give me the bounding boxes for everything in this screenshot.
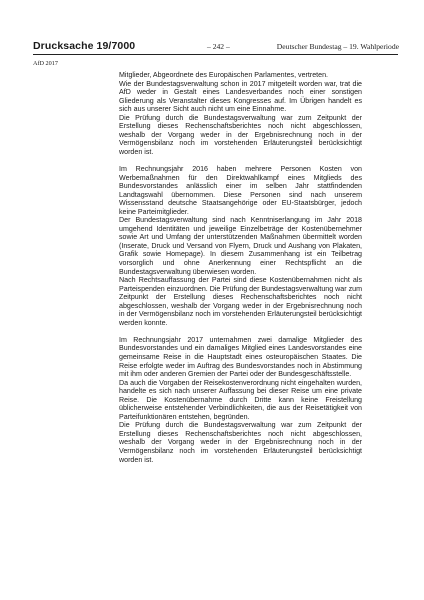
page-header xyxy=(33,40,399,54)
paragraph-gap xyxy=(119,156,362,165)
paragraph: Die Prüfung durch die Bundestagsverwaltung war zum Zeitpunkt der Erstellung dieses Rechenschaftsberichtes noch nicht abgeschlossen, weshalb der Vorgang weder in der Ergebnisrechnung noch in der Vermögensbilanz noch im vorstehenden Erläuterungsteil berücksichtigt worden ist. xyxy=(119,421,362,464)
paragraph: Wie der Bundestagsverwaltung schon in 2017 mitgeteilt worden war, trat die AfD weder in Gestalt eines Landesverbandes noch einer sonstigen Gliederung als Veranstalter dieses Kongresses auf. Im Übrigen handelt es sich aus unserer Sicht auch nicht um eine Einnahme. xyxy=(119,79,362,114)
paragraph-gap xyxy=(119,327,362,336)
paragraph: Nach Rechtsauffassung der Partei sind diese Kostenübernahmen nicht als Parteispenden einzuordnen. Die Prüfung der Bundestagsverwaltung war zum Zeitpunkt der Erstellung dieses Rechenschaftsberichtes noch nicht abgeschlossen, weshalb der Vorgang weder in der Ergebnisrechnung noch in der Vermögensbilanz noch im vorstehenden Erläuterungsteil berücksichtigt werden konnte. xyxy=(119,276,362,327)
margin-note: AfD 2017 xyxy=(33,60,58,67)
paragraph: Der Bundestagsverwaltung sind nach Kenntniserlangung im Jahr 2018 umgehend Identitäten und jeweilige Einzelbeträge der Kostenübernehmer sowie Art und Umfang der unterstützenden Maßnahmen übermittelt worden (Inserate, Druck und Versand von Flyern, Druck und Aushang von Plakaten, Grafik sowie Homepage). In diesem Zusammenhang ist ein Teilbetrag vorsorglich und ohne Anerkennung einer Rechtspflicht an die Bundestagsverwaltung überwiesen worden. xyxy=(119,216,362,276)
paragraph: Im Rechnungsjahr 2016 haben mehrere Personen Kosten von Werbemaßnahmen für den Direktwahlkampf eines Mitglieds des Bundesvorstandes anlässlich einer im selben Jahr stattfindenden Landtagswahl übernommen. Diese Personen sind nach unserem Wissensstand deutsche Staatsangehörige oder EU-Staatsbürger, jedoch keine Parteimitglieder. xyxy=(119,164,362,216)
header-rule xyxy=(33,54,398,55)
paragraph: Im Rechnungsjahr 2017 unternahmen zwei damalige Mitglieder des Bundesvorstandes und ein damaliges Mitglied eines Landesvorstandes eine gemeinsame Reise in die Hauptstadt eines osteuropäischen Staates. Die Reise erfolgte weder im Auftrag des Bundesvorstandes noch in Abstimmung mit ihm oder anderen Gremien der Partei oder der Bundesgeschäftsstelle. xyxy=(119,335,362,379)
document-reference: Drucksache 19/7000 xyxy=(33,40,136,52)
paragraph: Da auch die Vorgaben der Reisekostenverordnung nicht eingehalten wurden, handelte es sich nach unserer Auffassung bei dieser Reise um eine private Reise. Die Kostenübernahme durch Dritte kann keine Freistellung üblicherweise entstehender Verbindlichkeiten, die aus der Reisetätigkeit von Parteifunktionären entstehen, begründen. xyxy=(119,378,362,421)
paragraph: Mitglieder, Abgeordnete des Europäischen Parlamentes, vertreten. xyxy=(119,71,328,79)
publisher-line: Deutscher Bundestag – 19. Wahlperiode xyxy=(276,42,399,51)
paragraph: Die Prüfung durch die Bundestagsverwaltung war zum Zeitpunkt der Erstellung dieses Rechenschaftsberichtes noch nicht abgeschlossen, weshalb der Vorgang weder in der Ergebnisrechnung noch in der Vermögensbilanz noch im vorstehenden Erläuterungsteil berücksichtigt worden ist. xyxy=(119,113,362,156)
page-number: – 242 – xyxy=(207,42,230,51)
body-text xyxy=(119,71,362,464)
